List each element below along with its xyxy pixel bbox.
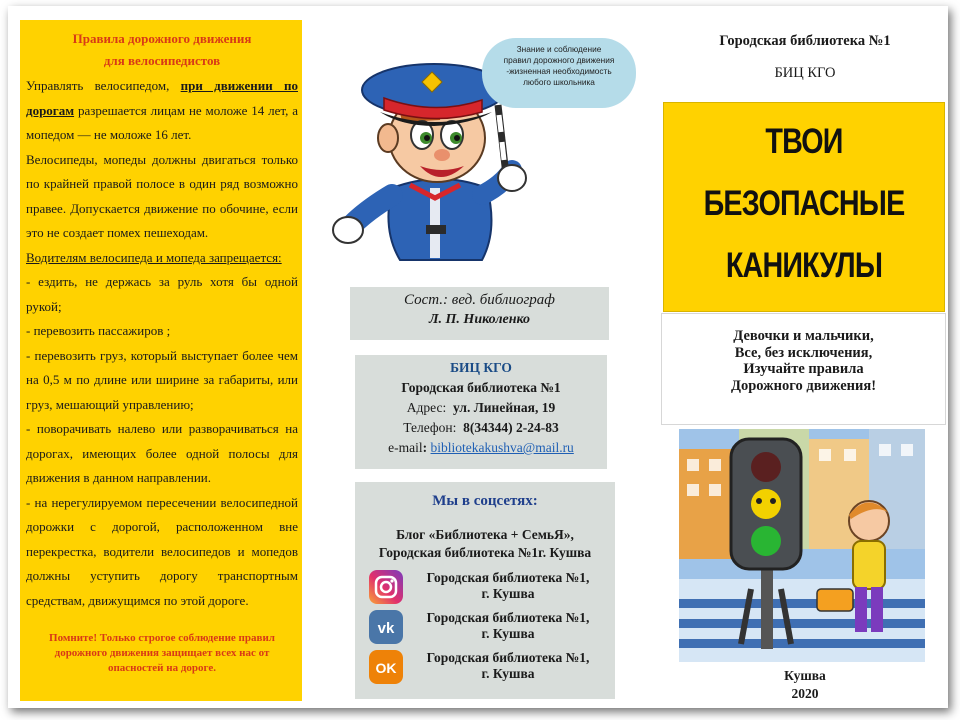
forbidden-item: - поворачивать налево или разворачиваться на дорогах, имеющих более одной полосы для движения в данном направлении. bbox=[26, 421, 298, 485]
traffic-light-illustration bbox=[679, 429, 925, 662]
speech-bubble: Знание и соблюдение правил дорожного движения -жизненная необходимость любого школьника bbox=[482, 38, 636, 108]
contact-phone: Телефон: 8(34344) 2-24-83 bbox=[403, 420, 559, 435]
email-link[interactable]: bibliotekakushva@mail.ru bbox=[430, 440, 574, 455]
social-link-text: Городская библиотека №1, г. Кушва bbox=[426, 570, 590, 601]
contact-box bbox=[355, 355, 607, 469]
contact-library: Городская библиотека №1 bbox=[401, 380, 561, 395]
social-link-ok[interactable] bbox=[369, 650, 609, 686]
footer-city: Кушва bbox=[784, 668, 826, 683]
rules-title: Правила дорожного движения для велосипедистов bbox=[72, 31, 252, 68]
instagram-icon bbox=[369, 570, 403, 604]
title-box bbox=[663, 102, 945, 312]
rules-panel bbox=[20, 20, 302, 701]
forbidden-item: - на нерегулируемом пересечении велосипедной дорожки с дорогой, расположенном вне перекрестка, водители велосипедов и мопедов должны уступить дорогу транспортным средствам, движущимся по этой дороге. bbox=[26, 494, 298, 608]
social-link-vk[interactable] bbox=[369, 610, 609, 646]
author-box bbox=[350, 287, 609, 340]
rules-paragraph-1: Управлять велосипедом, при движении по дорогам разрешается лицам не моложе 14 лет, а мопедом — не моложе 16 лет. bbox=[26, 78, 298, 142]
forbidden-heading: Водителям велосипеда и мопеда запрещается: bbox=[26, 249, 282, 265]
social-box bbox=[355, 482, 615, 699]
forbidden-item: - перевозить груз, который выступает более чем на 0,5 м по длине или ширине за габариты, или груз, мешающий управлению; bbox=[26, 347, 298, 412]
blog-name: Блог «Библиотека + СемьЯ», Городская библиотека №1г. Кушва bbox=[378, 527, 592, 560]
social-link-text: Городская библиотека №1, г. Кушва bbox=[426, 650, 590, 681]
svg-text:vk: vk bbox=[377, 620, 395, 637]
reminder-note: Помните! Только строгое соблюдение правил дорожного движения защищает всех нас от опасностей на дороге. bbox=[49, 632, 275, 674]
forbidden-item: - перевозить пассажиров ; bbox=[26, 323, 171, 338]
forbidden-item: - ездить, не держась за руль хотя бы одной рукой; bbox=[26, 274, 298, 314]
contact-org: БИЦ КГО bbox=[450, 360, 512, 375]
social-link-instagram[interactable] bbox=[369, 570, 609, 606]
vk-icon bbox=[369, 610, 403, 644]
header-library: Городская библиотека №1 bbox=[719, 33, 891, 49]
odnoklassniki-icon bbox=[369, 650, 403, 684]
contact-address: Адрес: ул. Линейная, 19 bbox=[406, 400, 556, 415]
author-role: Сост.: вед. библиограф bbox=[404, 292, 555, 308]
author-name: Л. П. Николенко bbox=[428, 312, 531, 327]
rules-paragraph-2: Велосипеды, мопеды должны двигаться только по крайней правой полосе в один ряд возможно правее. Допускается движение по обочине, если это не создает помех пешеходам. bbox=[26, 151, 298, 240]
social-link-text: Городская библиотека №1, г. Кушва bbox=[426, 610, 590, 641]
footer-year: 2020 bbox=[791, 686, 819, 701]
brochure-title: ТВОИ БЕЗОПАСНЫЕ КАНИКУЛЫ bbox=[703, 122, 905, 285]
verse: Девочки и мальчики, Все, без исключения, Изучайте правила Дорожного движения! bbox=[661, 313, 946, 425]
contact-email: e-mail: bibliotekakushva@mail.ru bbox=[388, 440, 574, 455]
social-heading: Мы в соцсетях: bbox=[432, 493, 538, 509]
header-org: БИЦ КГО bbox=[774, 65, 836, 81]
svg-text:OK: OK bbox=[375, 660, 397, 676]
